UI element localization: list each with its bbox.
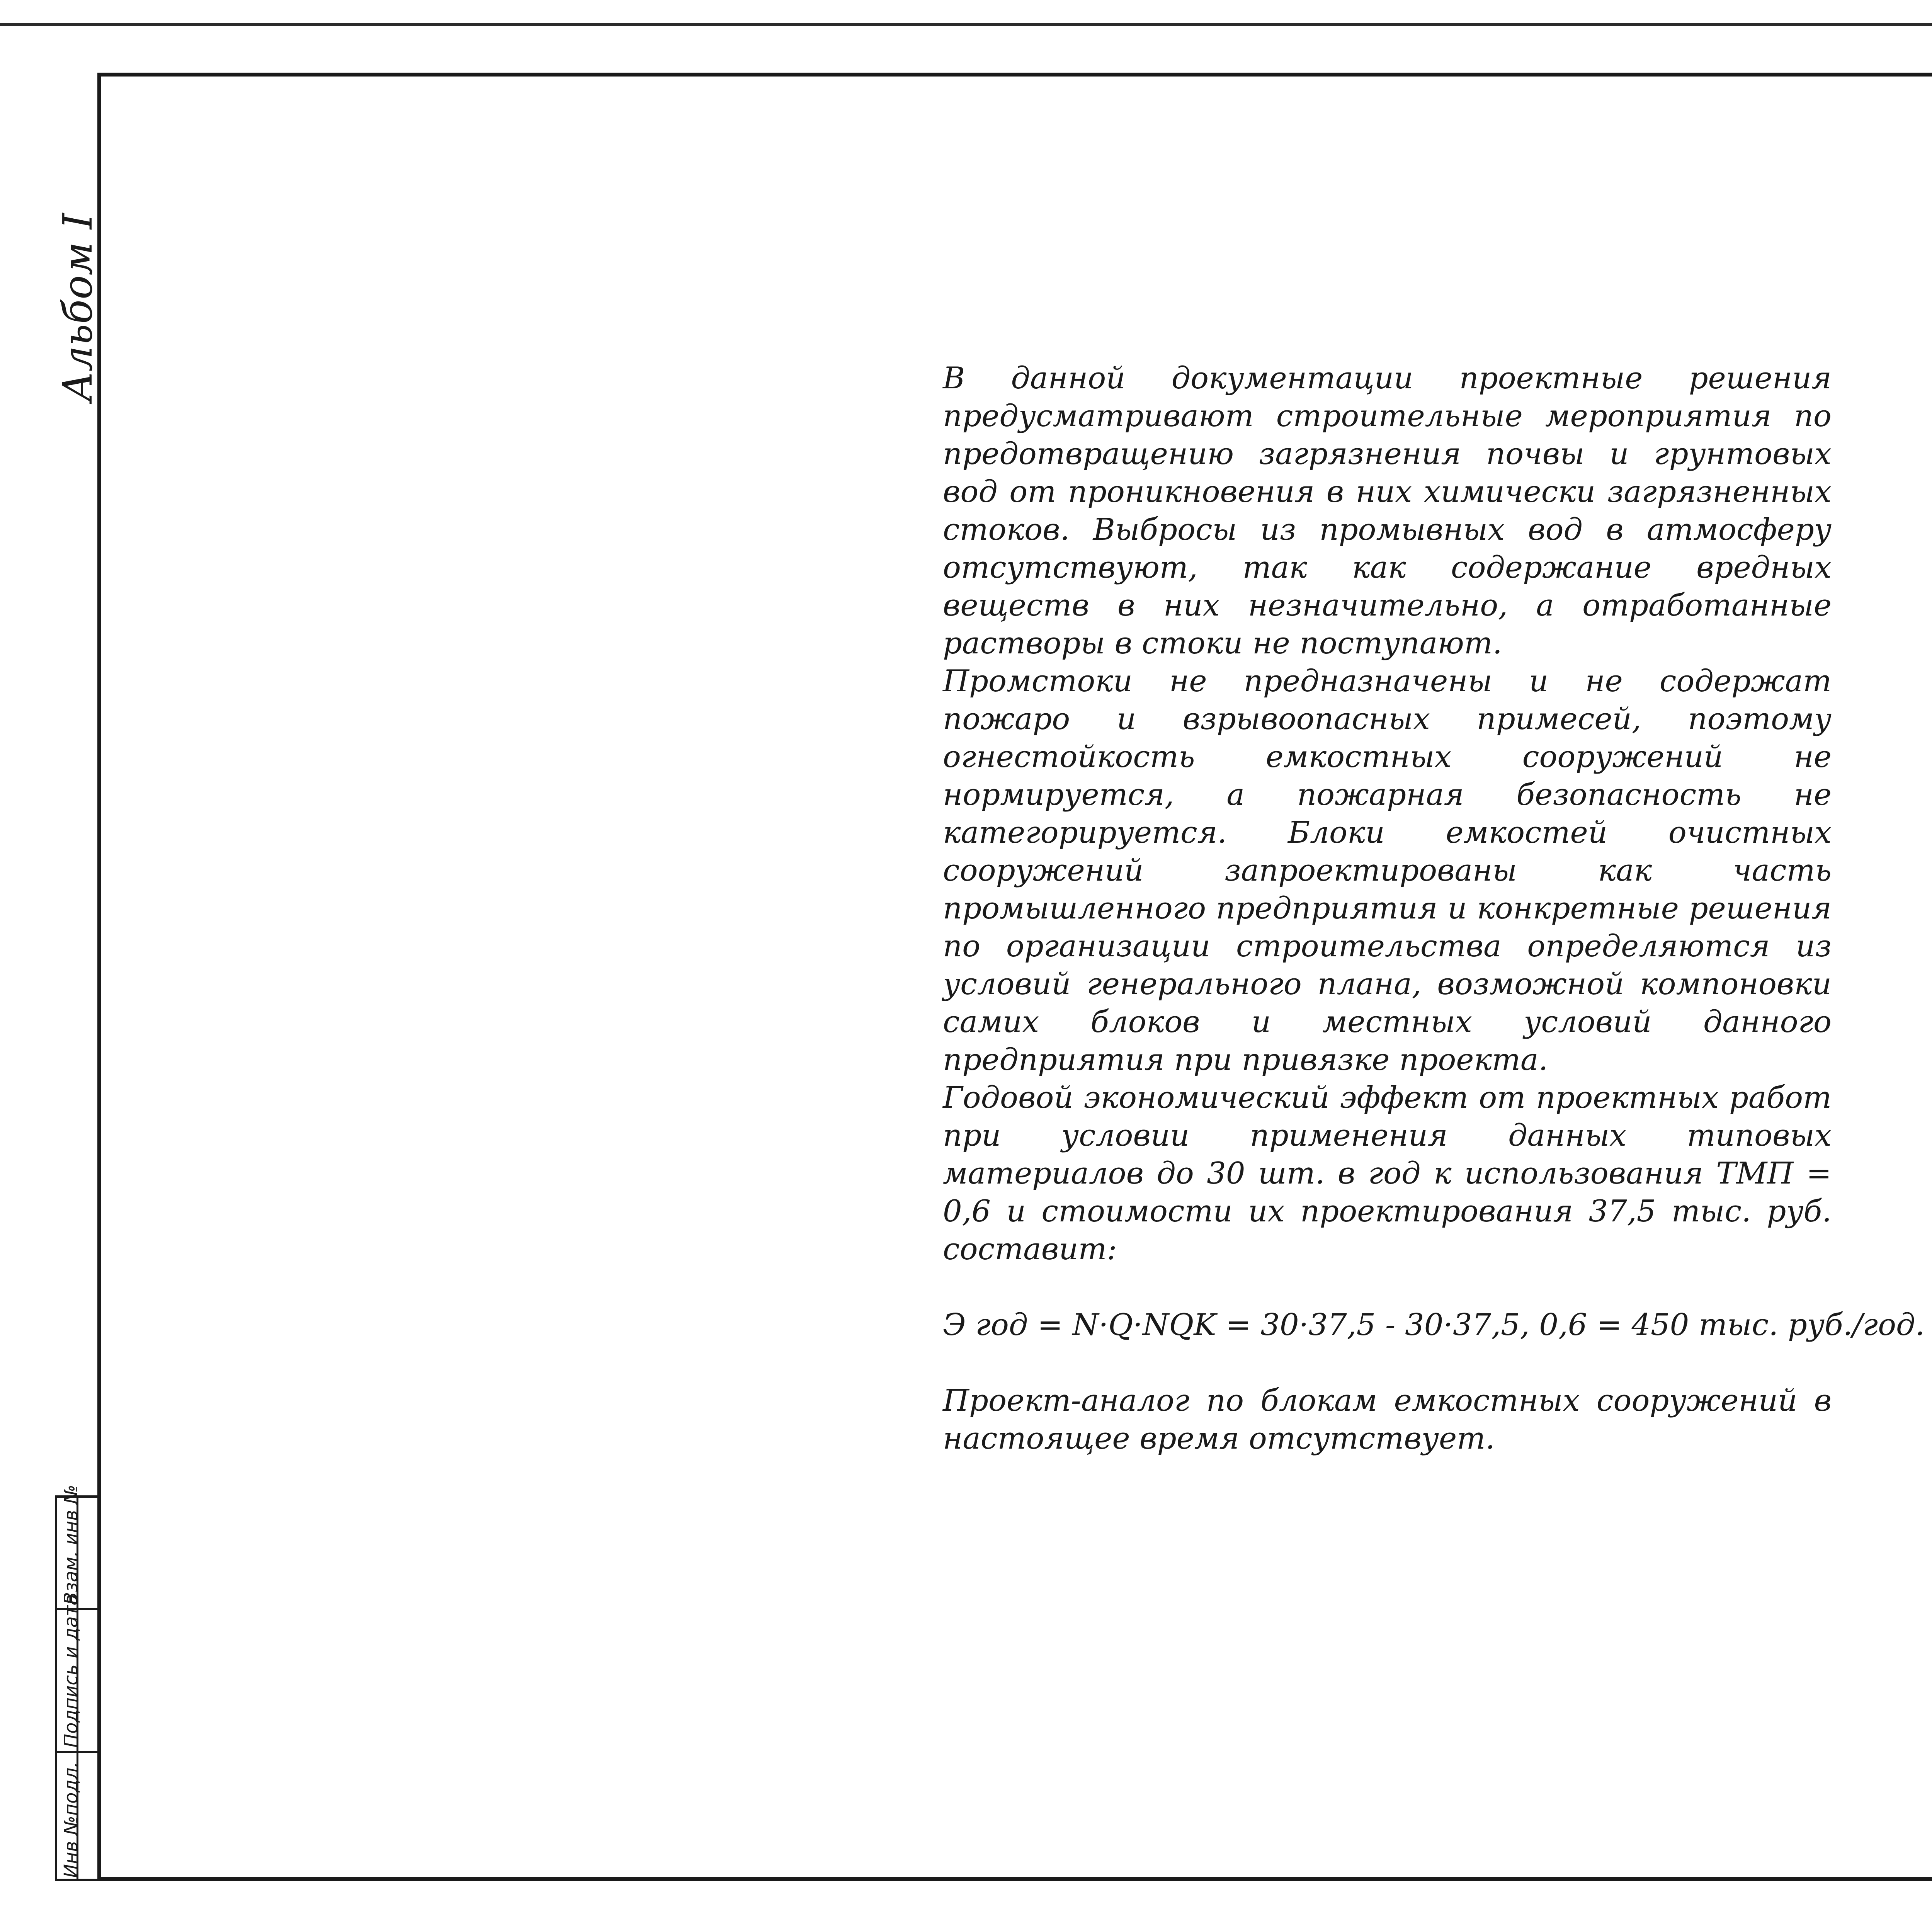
stamp-cell-original-inventory [57,1753,100,1881]
explanatory-note-text [943,359,1925,1458]
sheet-trim-top [0,23,1932,26]
approval-stamp-column [55,1485,100,1881]
stamp-cell-signature-date [57,1594,100,1753]
economic-effect-formula: Э год = N·Q·NQK = 30·37,5 - 30·37,5, 0,6 = 450 тыс. руб./год. [943,1308,1925,1342]
paragraph-analog-project: Проект-аналог по блокам емкостных сооружений в настоящее время отсутствует. [943,1383,1832,1456]
stamp-label-replaced-inventory: Взам. инв № [60,1485,82,1605]
stamp-label-original-inventory: Инв №подл. [60,1762,82,1878]
stamp-label-signature-date: Подпись и дата [60,1594,82,1748]
album-label: Альбом I [54,213,101,402]
paragraph-economic-effect: Годовой экономический эффект от проектных работ при условии применения данных типовых материалов до 30 шт. в год к использования ТМП = 0,6 и стоимости их проектирования 37,5 тыс. руб. составит: [943,1080,1832,1267]
paragraph-fire-safety: Промстоки не предназначены и не содержат пожаро и взрывоопасных примесей, поэтому огнестойкость емкостных сооружений не нормируется, а пожарная безопасность не категорируется. Блоки емкостей очистных сооружений запроектированы как часть промышленного предприятия и конкретные решения по организации строительства определяются из условий генерального плана, возможной компоновки самих блоков и местных условий данного предприятия при привязке проекта. [943,664,1832,1077]
stamp-cell-replaced-inventory [57,1485,100,1610]
paragraph-environmental: В данной документации проектные решения предусматривают строительные мероприятия по предотвращению загрязнения почвы и грунтовых вод от проникновения в них химически загрязненных стоков. Выбросы из промывных вод в атмосферу отсутствуют, так как содержание вредных веществ в них незначительно, а отработанные растворы в стоки не поступают. [943,361,1832,661]
